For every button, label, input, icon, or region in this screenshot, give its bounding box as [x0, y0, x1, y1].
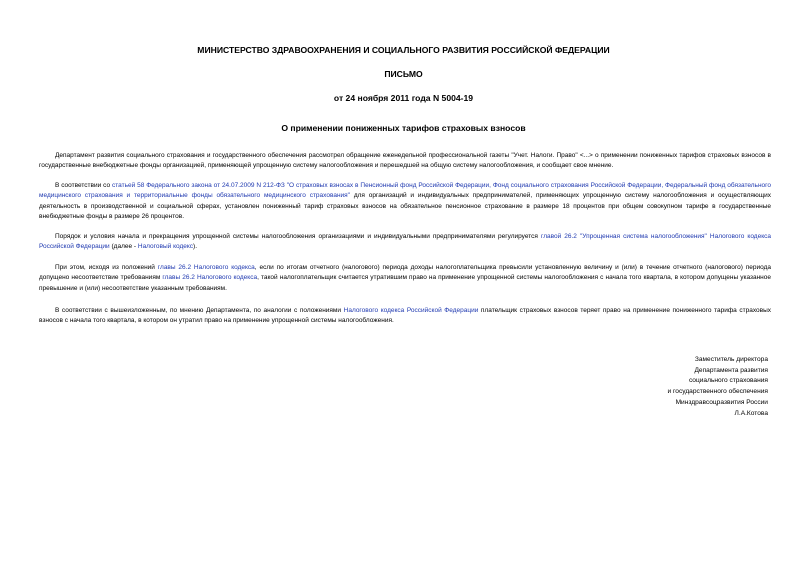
paragraph-4-text-3: , такой налогоплательщик считается утратившим право на применение упрощенной системы налогообложения с начала того квартала, в котором допущены указанное превышение и (или) несоответствие указанным требованиям.	[39, 274, 771, 292]
tax-code-link[interactable]: Налоговый кодекс	[137, 243, 194, 251]
paragraph-3-text-3: ).	[193, 243, 198, 251]
paragraph-5-text-1: В соответствии с вышеизложенным, по мнению Департамента, по аналогии с положениями	[55, 307, 344, 314]
paragraph-3	[39, 232, 771, 253]
tax-code-chapter-26-2-link[interactable]: главой 26.2 "Упрощенная система налогообложения" Налогового кодекса Российской Федерации	[39, 233, 771, 251]
paragraph-5	[39, 306, 771, 327]
paragraph-1: Департамент развития социального страхования и государственного обеспечения рассмотрел обращение еженедельной профессиональной газеты "Учет. Налоги. Право" <...> о применении пониженных тарифов страховых взносов в государственные внебюджетные фонды организацией, применяющей упрощенную систему налогообложения и перешедшей на общую систему налогообложения, и сообщает свое мнение.	[39, 152, 771, 170]
signature-line-name: Л.А.Котова	[734, 409, 768, 417]
chapter-26-2-link-1[interactable]: главы 26.2 Налогового кодекса	[157, 264, 255, 271]
signature-line-position: Заместитель директора	[694, 356, 768, 363]
signature-block	[668, 355, 768, 419]
chapter-26-2-link-2[interactable]: главы 26.2 Налогового кодекса	[162, 274, 258, 282]
signature-line-ministry: Минздравсоцразвития России	[675, 398, 768, 406]
paragraph-5-text-2: плательщик страховых взносов теряет право на применение пониженного тарифа страховых взносов с начала того квартала, в котором он утратил право на применение упрощенной системы налогообложения.	[39, 307, 772, 325]
paragraph-2-text-2: для организаций и индивидуальных предпринимателей, применяющих упрощенную систему налогообложения и осуществляющих деятельность в производственной и социальной сферах, установлен пониженный тариф страховых взносов на обязательное пенсионное страхование в размере 18 процентов при общем совокупном тарифе в государственные внебюджетные фонды в размере 26 процентов.	[39, 192, 771, 220]
paragraph-2	[39, 181, 771, 222]
paragraph-3-text-1: Порядок и условия начала и прекращения упрощенной системы налогообложения организациями и индивидуальными предпринимателями регулируется	[55, 233, 541, 240]
ministry-title: МИНИСТЕРСТВО ЗДРАВООХРАНЕНИЯ И СОЦИАЛЬНОГО РАЗВИТИЯ РОССИЙСКОЙ ФЕДЕРАЦИИ	[197, 45, 610, 55]
document-date-number: от 24 ноября 2011 года N 5004-19	[333, 93, 474, 103]
signature-line-department: Департамента развития	[694, 366, 768, 374]
signature-line-department-3: и государственного обеспечения	[667, 388, 768, 396]
paragraph-3-text-2: (далее -	[109, 243, 138, 251]
paragraph-4	[39, 263, 771, 294]
paragraph-2-text-1: В соответствии со	[55, 182, 112, 189]
document-type: ПИСЬМО	[384, 69, 423, 79]
signature-line-department-2: социального страхования	[688, 377, 768, 385]
tax-code-rf-link[interactable]: Налогового кодекса Российской Федерации	[343, 307, 479, 314]
document-subject: О применении пониженных тарифов страховых взносов	[281, 123, 526, 133]
paragraph-4-text-2: , если по итогам отчетного (налогового) периода доходы налогоплательщика превысили установленную величину и (или) в течение отчетного (налогового) периода допущено несоответствие требованиям	[39, 264, 771, 282]
law-212-fz-article-58-link[interactable]: статьей 58 Федерального закона от 24.07.2009 N 212-ФЗ "О страховых взносах в Пенсионный фонд Российской Федерации, Фонд социального страхования Российской Федерации, Федеральный фонд обязательного медицинского страхования и территориальные фонды обязательного медицинского страхования"	[39, 182, 771, 200]
paragraph-4-text-1: При этом, исходя из положений	[55, 264, 158, 271]
